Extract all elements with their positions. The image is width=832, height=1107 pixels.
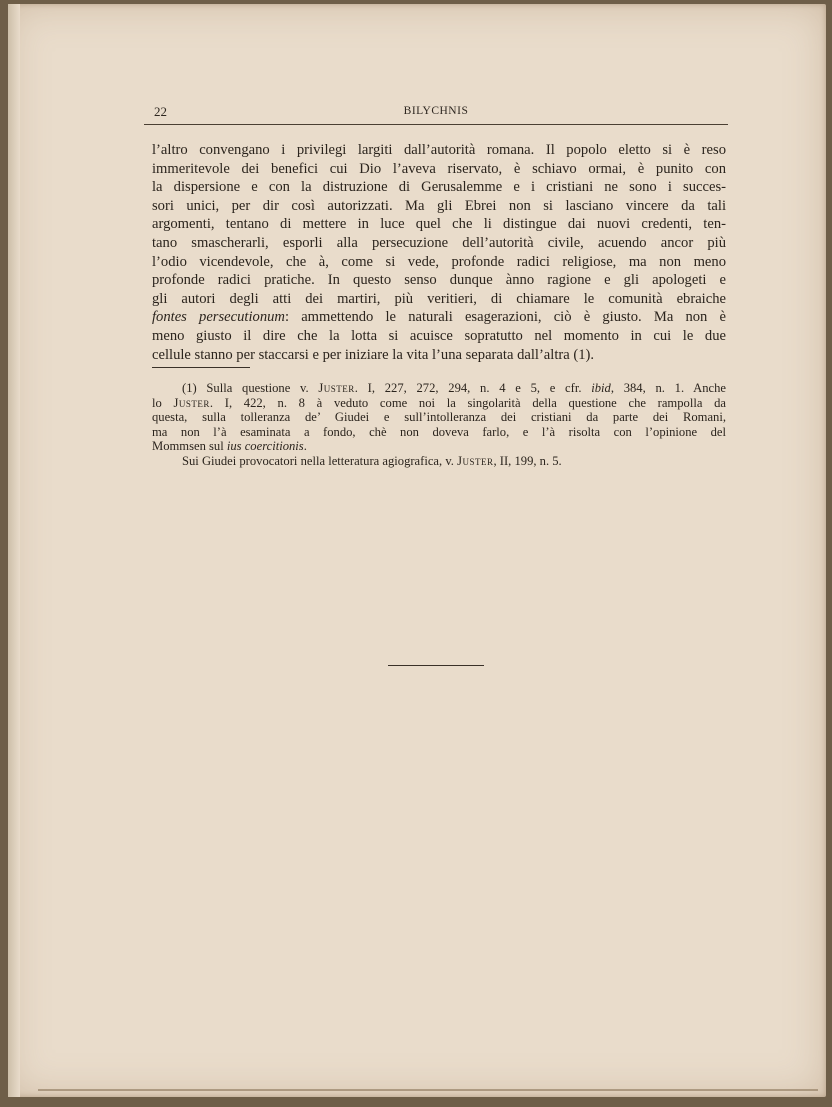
author-name: Juster [457, 453, 494, 468]
body-line: immeritevole dei benefici cui Dio l’aveva riservato, è schiavo ormai, è punito con [152, 160, 726, 177]
footnote-italic: ius coercitionis [226, 439, 304, 454]
footnote-text: Sui Giudei provocatori nella letteratura agiografica, v. [182, 453, 458, 468]
page-bottom-edge [38, 1083, 818, 1091]
page-header [144, 100, 728, 125]
body-line: cellule stanno per staccarsi e per iniziare la vita l’una separata dall’altra (1). [152, 346, 595, 363]
latin-phrase: fontes persecutionum [152, 309, 285, 326]
footnote-line [152, 396, 726, 411]
footnote-text: , 384, n. 1. Anche [610, 381, 726, 395]
body-line: gli autori degli atti dei martiri, più veritieri, di chiamare le comunità ebraiche [152, 290, 726, 307]
footnote-line [152, 381, 726, 396]
footnote-line [152, 454, 726, 469]
footnote-text: . I, 422, n. 8 à veduto come noi la singolarità della questione che rampolla da [209, 395, 726, 410]
footnote-text: (1) Sulla questione v. [182, 381, 319, 395]
body-line: la dispersione e con la distruzione di Gerusalemme e i cristiani ne sono i succes- [152, 179, 726, 196]
footnote-text: , II, 199, n. 5. [493, 453, 562, 468]
author-name: Juster [173, 395, 210, 410]
footnote-separator [152, 367, 250, 368]
body-line: meno giusto il dire che la lotta si acuisce sopratutto nel momento in cui le due [152, 327, 726, 344]
footnote-text: . I, 227, 272, 294, n. 4 e 5, e cfr. [354, 381, 592, 395]
author-name: Juster [318, 381, 355, 395]
footnote-line: ma non l’à esaminata a fondo, chè non doveva farlo, e l’à risolta con l’opinione del [152, 424, 726, 439]
footnote-text: Mommsen sul [152, 439, 227, 454]
running-title: BILYCHNIS [403, 105, 469, 117]
footnote-italic: ibid [591, 381, 611, 395]
end-of-article-rule [388, 665, 484, 666]
page-number: 22 [154, 104, 167, 119]
page-edge-shadow [8, 4, 20, 1097]
body-line: profonde radici pratiche. In questo senso dunque ànno ragione e gli apologeti e [152, 272, 726, 289]
body-line: argomenti, tentano di mettere in luce quel che li distingue dai nuovi credenti, ten- [152, 216, 726, 233]
footnote-text: . [303, 439, 307, 454]
body-line: tano smascherarli, esporli alla persecuzione dell’autorità civile, acuendo ancor più [152, 234, 726, 251]
body-line-rest: : ammettendo le naturali esagerazioni, ciò è giusto. Ma non è [284, 309, 727, 326]
footnote-line: questa, sulla tolleranza de’ Giudei e sull’intolleranza dei cristiani da parte dei Romani, [152, 410, 726, 425]
body-line: sori unici, per dir così autorizzati. Ma gli Ebrei non si lasciano vincere da tali [152, 197, 726, 214]
footnote-text: lo [152, 395, 174, 410]
body-line [152, 308, 726, 327]
body-line: l’odio vicendevole, che à, come si vede, profonde radici religiose, ma non meno [152, 253, 726, 270]
body-paragraph [152, 141, 726, 364]
footnotes [152, 381, 726, 469]
footnote-line [152, 439, 726, 454]
body-line: l’altro convengano i privilegi largiti dall’autorità romana. Il popolo eletto si è reso [152, 142, 726, 158]
